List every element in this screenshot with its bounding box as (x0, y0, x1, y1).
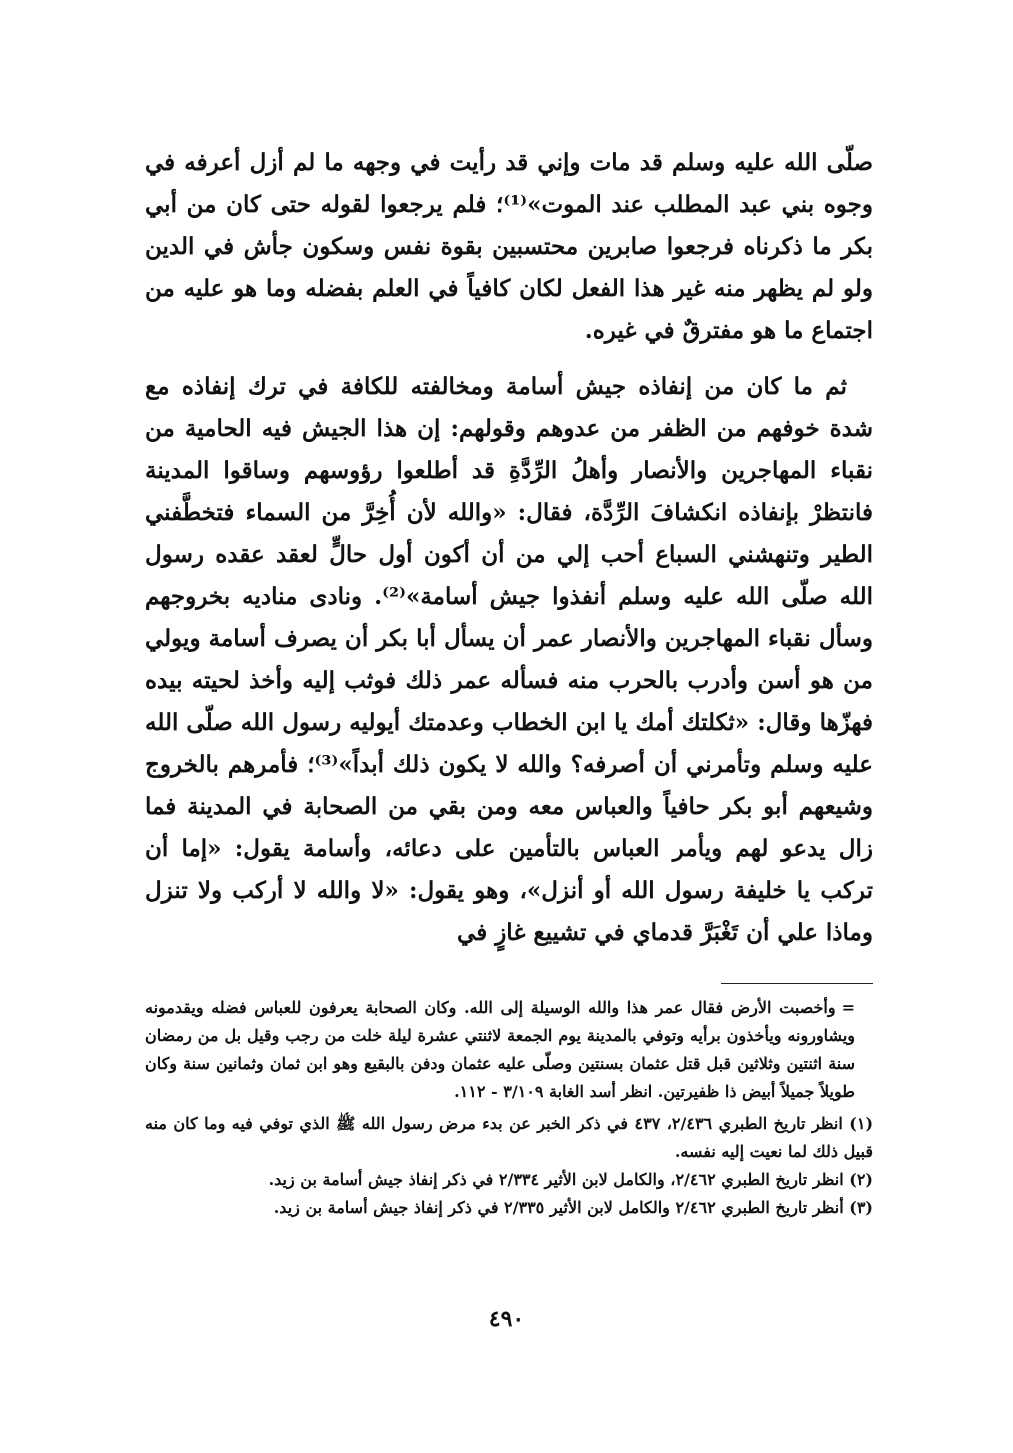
paragraph: ثم ما كان من إنفاذه جيش أسامة ومخالفته للكافة في ترك إنفاذه مع شدة خوفهم من الظفر من عدوهم وقولهم: إن هذا الجيش فيه الحامية من نقباء المهاجرين والأنصار وأهلُ الرِّدَّةِ قد أطلعوا رؤوسهم وساقوا المدينة فانتظرْ بإنفاذه انكشافَ الرِّدَّة، فقال: «والله لأن أُخِرَّ من السماء فتخطَّفني الطير وتنهشني السباع أحب إلي من أن أكون أول حالٍّ لعقد عقده رسول الله صلّى الله عليه وسلم أنفذوا جيش أسامة»⁽²⁾. ونادى مناديه بخروجهم وسأل نقباء المهاجرين والأنصار عمر أن يسأل أبا بكر أن يصرف أسامة ويولي من هو أسن وأدرب بالحرب منه فسأله عمر ذلك فوثب إليه وأخذ لحيته بيده فهزّها وقال: «ثكلتك أمك يا ابن الخطاب وعدمتك أيوليه رسول الله صلّى الله عليه وسلم وتأمرني أن أصرفه؟ والله لا يكون ذلك أبداً»⁽³⁾؛ فأمرهم بالخروج وشيعهم أبو بكر حافياً والعباس معه ومن بقي من الصحابة في المدينة فما زال يدعو لهم ويأمر العباس بالتأمين على دعائه، وأسامة يقول: «إما أن تركب يا خليفة رسول الله أو أنزل»، وهو يقول: «لا والله لا أركب ولا تنزل وماذا علي أن تَغْبَرَّ قدماي في تشييع غازٍ في (145, 373, 874, 946)
footnote-continued-text: وأخصبت الأرض فقال عمر هذا والله الوسيلة إلى الله. وكان الصحابة يعرفون للعباس فضله ويقدمونه ويشاورونه ويأخذون برأيه وتوفي بالمدينة يوم الجمعة لاثنتي عشرة ليلة خلت من رجب وقيل بل من رمضان سنة اثنتين وثلاثين قبل قتل عثمان بسنتين وصلّى عليه عثمان ودفن بالبقيع وهو ابن ثمان وثمانين سنة وكان طويلاً جميلاً أبيض ذا ظفيرتين. انظر أسد الغابة ٣/١٠٩ - ١١٢. (145, 998, 856, 1101)
footnote-item: (٣) أنظر تاريخ الطبري ٢/٤٦٢ والكامل لابن الأثير ٢/٣٣٥ في ذكر إنفاذ جيش أسامة بن زيد. (273, 1198, 873, 1217)
main-text-body (145, 142, 873, 954)
continuation-marker: = (841, 998, 855, 1017)
footnote-continued (145, 994, 873, 1106)
paragraph: صلّى الله عليه وسلم قد مات وإني قد رأيت في وجهه ما لم أزل أعرفه في وجوه بني عبد المطلب عند الموت»⁽¹⁾؛ فلم يرجعوا لقوله حتى كان من أبي بكر ما ذكرناه فرجعوا صابرين محتسبين بقوة نفس وسكون جأش في الدين ولو لم يظهر منه غير هذا الفعل لكان كافياً في العلم بفضله وما هو عليه من اجتماع ما هو مفترقٌ في غيره. (145, 149, 874, 344)
footnotes-section (145, 994, 873, 1222)
page-number: ٤٩٠ (488, 1306, 525, 1332)
footnote-separator (721, 983, 873, 984)
footnote-item: (١) انظر تاريخ الطبري ٢/٤٣٦، ٤٣٧ في ذكر الخبر عن بدء مرض رسول الله ﷺ الذي توفي فيه وما كان منه قبيل ذلك لما نعيت إليه نفسه. (145, 1114, 874, 1161)
footnote-item: (٢) انظر تاريخ الطبري ٢/٤٦٢، والكامل لابن الأثير ٢/٣٣٤ في ذكر إنفاذ جيش أسامة بن زيد. (268, 1170, 873, 1189)
